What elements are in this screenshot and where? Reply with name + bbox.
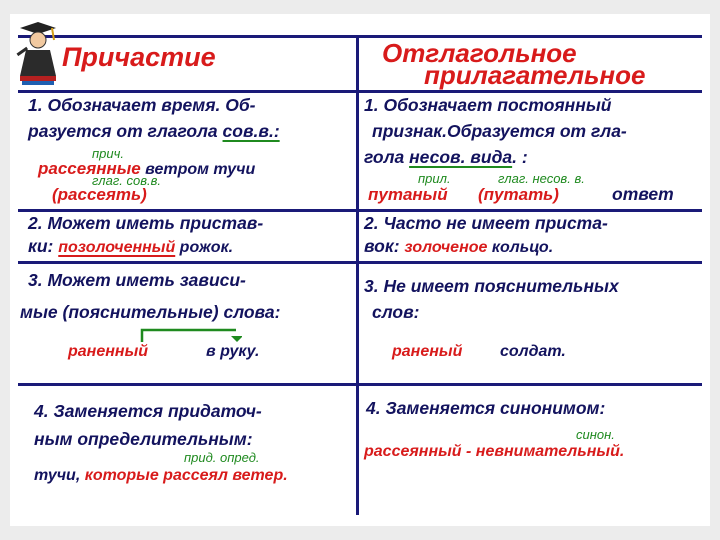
r1-left-paren: (рассеять) — [52, 185, 147, 204]
r1-left-line2 — [28, 123, 280, 141]
header-top-border — [18, 35, 702, 38]
r1-left-aspect-underlined: сов.в.: — [222, 121, 280, 141]
r4-right-tag: синон. — [576, 427, 615, 442]
r1-right-suffix: ответ — [612, 184, 674, 204]
header-bottom-border — [18, 90, 702, 93]
r2-right-prefix: вок: — [364, 236, 405, 256]
r1-right-line3-end: . : — [512, 147, 528, 167]
r1-tag-prich: прич. — [92, 146, 124, 161]
r1-tag-glag-nesov: глаг. несов. в. — [498, 171, 585, 186]
r1-right-word: путаный — [368, 185, 448, 204]
r3-right-line1: 3. Не имеет пояснительных — [364, 276, 619, 296]
verbal-adjective-title-line1: Отглагольное — [382, 38, 577, 68]
r4-right-synonym: рассеянный - невнимательный. — [364, 443, 625, 460]
r3-left-example-rest: в руку. — [206, 343, 260, 360]
r4-left-line3-text: тучи, — [34, 467, 85, 484]
r1-right-line3-text: гола — [364, 147, 410, 167]
r2-left-example-rest: рожок. — [175, 239, 234, 256]
r3-left-line2: мые (пояснительные) слова: — [20, 302, 281, 322]
r4-right-line1: 4. Заменяется синонимом: — [366, 398, 606, 418]
r4-left-line3 — [34, 468, 288, 484]
r3-right-example-word: раненый — [392, 343, 463, 360]
r1-left-line1: 1. Обозначает время. Об- — [28, 95, 256, 115]
r1-tag-pril: прил. — [418, 171, 451, 186]
r1-left-example-word: рассеянные — [38, 159, 141, 178]
r2-right-line1: 2. Часто не имеет приста- — [364, 213, 608, 233]
r3-left-line1: 3. Может иметь зависи- — [28, 270, 246, 290]
r4-left-line2: ным определительным: — [34, 429, 253, 449]
r1-right-line3 — [364, 149, 528, 167]
dependency-bracket — [138, 326, 242, 344]
r2-right-example-rest: кольцо. — [487, 239, 554, 256]
participle-title: Причастие — [62, 42, 216, 72]
r2-left-prefix: ки: — [28, 236, 59, 256]
r1-right-paren: (путать) — [478, 185, 559, 204]
r1-left-example-rest: ветром тучи — [140, 161, 256, 178]
r1-right-line1: 1. Обозначает постоянный — [364, 95, 612, 115]
r4-left-tag: прид. опред. — [184, 450, 260, 465]
row3-divider — [18, 383, 702, 386]
r2-left-line2 — [28, 238, 233, 256]
r2-right-line2 — [364, 238, 553, 256]
r4-left-clause: которые рассеял ветер. — [84, 467, 288, 484]
r3-left-example-word: раненный — [68, 343, 148, 360]
row2-divider — [18, 261, 702, 264]
r1-tag-glag: глаг. сов.в. — [92, 173, 161, 188]
verbal-adjective-title-line2: прилагательное — [424, 60, 646, 90]
r3-right-example-rest: солдат. — [500, 343, 566, 360]
r2-left-line1: 2. Может иметь пристав- — [28, 213, 264, 233]
column-divider — [356, 35, 359, 515]
graduate-mascot-icon — [12, 20, 64, 86]
r1-right-aspect-underlined: несов. вида — [409, 147, 513, 167]
r1-left-line2-text: разуется от глагола — [28, 121, 223, 141]
r3-right-line2: слов: — [372, 302, 420, 322]
r4-left-line1: 4. Заменяется придаточ- — [34, 401, 262, 421]
r1-right-line2: признак.Образуется от гла- — [372, 121, 627, 141]
r2-right-example-word: золоченое — [404, 239, 488, 256]
row1-divider — [18, 209, 702, 212]
r2-left-example-word: позолоченный — [58, 239, 176, 256]
